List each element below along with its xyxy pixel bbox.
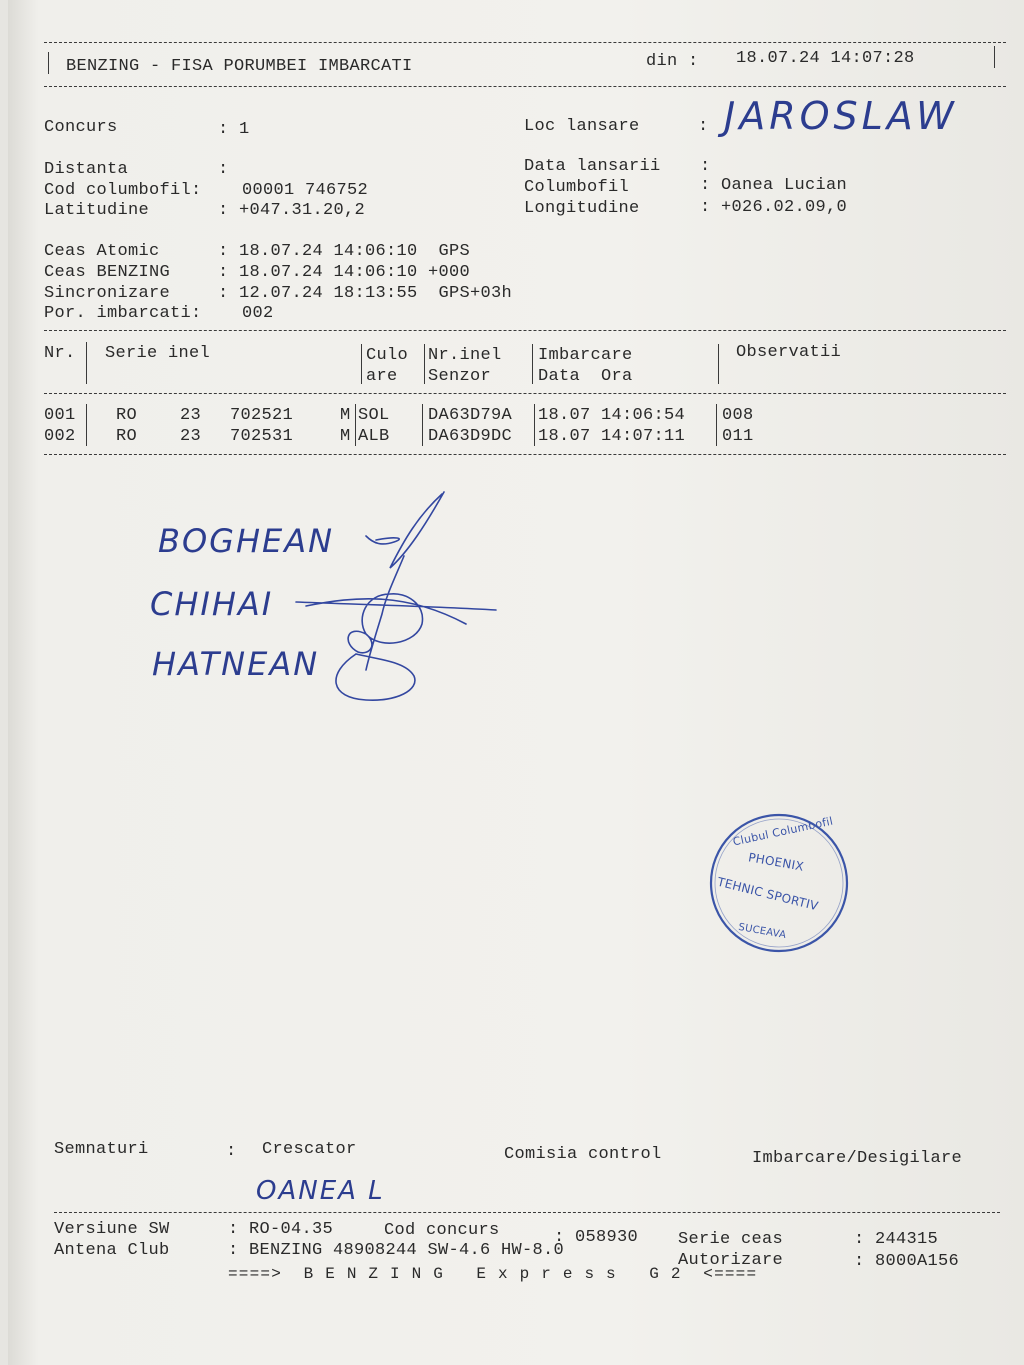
row-sensor: DA63D9DC (428, 427, 513, 446)
data-lansarii-label: Data lansarii (524, 157, 661, 176)
columbofil-value: : Oanea Lucian (700, 176, 848, 195)
row-country: RO (116, 427, 138, 446)
row-sensor: DA63D79A (428, 406, 513, 425)
versiune-sw-label: Versiune SW (54, 1220, 170, 1239)
serie-ceas-label: Serie ceas (678, 1230, 784, 1249)
col-header-serie: Serie inel (105, 344, 211, 363)
row-datetime: 18.07 14:07:11 (538, 427, 686, 446)
col-header-observatii: Observatii (736, 343, 842, 362)
row-ring: 702521 (230, 406, 294, 425)
ceas-atomic-value: : 18.07.24 14:06:10 GPS (218, 242, 471, 261)
antena-club-value: : BENZING 48908244 SW-4.6 HW-8.0 (228, 1241, 565, 1260)
divider-header (44, 86, 1006, 87)
col-sep (718, 344, 719, 384)
columbofil-label: Columbofil (524, 178, 630, 197)
row-obs: 011 (722, 427, 754, 446)
latitudine-value: : +047.31.20,2 (218, 201, 366, 220)
handwritten-name-2: CHIHAI (150, 585, 274, 623)
stamp-top-text: Clubul Columbofil (731, 814, 835, 849)
signature-scribble (286, 484, 486, 714)
document-title: BENZING - FISA PORUMBEI IMBARCATI (66, 57, 413, 76)
stamp-line-1: PHOENIX (747, 850, 805, 874)
col-sep (424, 344, 425, 384)
porumbei-imbarcati-value: 002 (242, 304, 274, 323)
divider-table-header (44, 393, 1006, 394)
imbarcare-desigilare-label: Imbarcare/Desigilare (752, 1149, 963, 1168)
benzing-banner: ====> B E N Z I N G E x p r e s s G 2 <==== (228, 1265, 758, 1283)
cod-columbofil-value: 00001 746752 (242, 181, 369, 200)
col-header-nrinel-1: Nr.inel (428, 346, 502, 365)
latitudine-label: Latitudine (44, 201, 150, 220)
col-sep (422, 404, 423, 446)
stamp-line-2: TEHNIC SPORTIV (715, 874, 820, 914)
club-stamp (708, 812, 850, 954)
row-sex: M (340, 427, 351, 446)
semnaturi-label: Semnaturi (54, 1140, 149, 1159)
row-color: SOL (358, 406, 390, 425)
sincronizare-value: : 12.07.24 18:13:55 GPS+03h (218, 284, 513, 303)
col-sep (86, 404, 87, 446)
loc-lansare-label: Loc lansare (524, 117, 640, 136)
din-label: din : (646, 52, 699, 71)
cod-concurs-label: Cod concurs (384, 1221, 500, 1240)
loc-lansare-sep: : (698, 117, 709, 136)
ceas-benzing-label: Ceas BENZING (44, 263, 171, 282)
crescator-handwritten-name: OANEA L (256, 1176, 385, 1206)
ceas-benzing-value: : 18.07.24 14:06:10 +000 (218, 263, 471, 282)
ceas-atomic-label: Ceas Atomic (44, 242, 160, 261)
data-lansarii-value: : (700, 157, 711, 176)
col-header-nr: Nr. (44, 344, 76, 363)
row-color: ALB (358, 427, 390, 446)
cod-concurs-value: : 058930 (554, 1228, 639, 1247)
col-header-imbarcare-2: Data Ora (538, 367, 633, 386)
row-datetime: 18.07 14:06:54 (538, 406, 686, 425)
row-country: RO (116, 406, 138, 425)
sincronizare-label: Sincronizare (44, 284, 171, 303)
divider-top (44, 42, 1006, 43)
longitudine-label: Longitudine (524, 199, 640, 218)
stamp-bottom-text: SUCEAVA (737, 921, 787, 942)
col-sep (534, 404, 535, 446)
concurs-label: Concurs (44, 118, 118, 137)
col-header-nrinel-2: Senzor (428, 367, 492, 386)
header-bar-left (48, 52, 49, 74)
serie-ceas-value: : 244315 (854, 1230, 939, 1249)
col-sep (355, 404, 356, 446)
row-year: 23 (180, 406, 202, 425)
col-sep (361, 344, 362, 384)
row-ring: 702531 (230, 427, 294, 446)
antena-club-label: Antena Club (54, 1241, 170, 1260)
autorizare-value: : 8000A156 (854, 1252, 960, 1271)
row-sex: M (340, 406, 351, 425)
row-obs: 008 (722, 406, 754, 425)
col-sep (532, 344, 533, 384)
distanta-value: : (218, 160, 229, 179)
porumbei-imbarcati-label: Por. imbarcati: (44, 304, 202, 323)
distanta-label: Distanta (44, 160, 129, 179)
semnaturi-sep: : (226, 1142, 237, 1161)
row-nr: 002 (44, 427, 76, 446)
row-nr: 001 (44, 406, 76, 425)
divider-table-top (44, 330, 1006, 331)
row-year: 23 (180, 427, 202, 446)
crescator-label: Crescator (262, 1140, 357, 1159)
loc-lansare-handwritten: JAROSLAW (724, 94, 958, 138)
col-header-culoare-2: are (366, 367, 398, 386)
col-header-imbarcare-1: Imbarcare (538, 346, 633, 365)
din-value: 18.07.24 14:07:28 (736, 49, 915, 68)
cod-columbofil-label: Cod columbofil: (44, 181, 202, 200)
autorizare-label: Autorizare (678, 1251, 784, 1270)
document-sheet (8, 0, 1024, 1365)
divider-table-bottom (44, 454, 1006, 455)
concurs-value: : 1 (218, 120, 250, 139)
comisia-control-label: Comisia control (504, 1145, 662, 1164)
longitudine-value: : +026.02.09,0 (700, 198, 848, 217)
col-sep (716, 404, 717, 446)
col-sep (86, 342, 87, 384)
handwritten-name-3: HATNEAN (152, 645, 320, 683)
col-header-culoare-1: Culo (366, 346, 409, 365)
handwritten-name-1: BOGHEAN (158, 522, 335, 560)
versiune-sw-value: : RO-04.35 (228, 1220, 334, 1239)
header-bar-right (994, 46, 995, 68)
divider-footer (54, 1212, 1000, 1213)
